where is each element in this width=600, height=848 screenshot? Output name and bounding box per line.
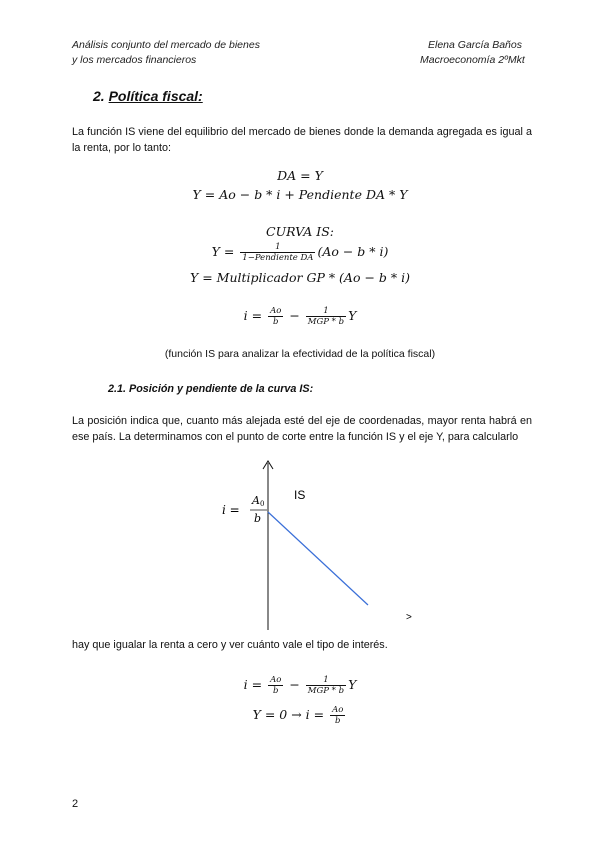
header-course: Macroeconomía 2ºMkt bbox=[420, 54, 525, 66]
eq-y-def: Y = Ao − b * i + Pendiente DA * Y bbox=[192, 187, 408, 202]
section-title: Política fiscal: bbox=[108, 88, 203, 104]
eq-y-is bbox=[0, 242, 600, 263]
eq-y-zero-lhs: Y = 0 → i = bbox=[252, 707, 329, 722]
subsection-heading: 2.1. Posición y pendiente de la curva IS: bbox=[108, 383, 314, 395]
graph-i-label: i = bbox=[222, 503, 240, 517]
eq-i-2-ao: Ao bbox=[270, 675, 282, 685]
eq-da: DA = Y bbox=[277, 168, 323, 183]
section-heading bbox=[93, 88, 203, 104]
eq-y-is-fraction bbox=[240, 242, 315, 263]
eq-y-zero-b: b bbox=[335, 716, 341, 726]
graph-a0: A bbox=[252, 494, 260, 507]
paragraph-position: La posición indica que, cuanto más alejada esté del eje de coordenadas, mayor renta habrá en ese país. La determinamos con el punto de corte entre la función IS y el eje Y, para calcularlo bbox=[72, 415, 532, 443]
eq-y-zero-frac bbox=[330, 705, 345, 726]
graph-b: b bbox=[254, 512, 262, 525]
header-right bbox=[420, 38, 525, 68]
eq-i-2-mgpb: MGP * b bbox=[307, 686, 345, 696]
graph-a0-sub: 0 bbox=[260, 500, 265, 508]
eq-i-1-frac-a bbox=[268, 306, 283, 327]
page-number: 2 bbox=[72, 798, 79, 810]
graph-is-label: IS bbox=[294, 488, 306, 502]
eq-y-is-lhs: Y = bbox=[211, 244, 239, 259]
eq-i-2-frac-b bbox=[306, 675, 346, 696]
eq-y-mult: Y = Multiplicador GP * (Ao − b * i) bbox=[190, 270, 410, 285]
eq-i-1-y: Y bbox=[348, 308, 357, 323]
x-axis-arrow: > bbox=[406, 612, 412, 623]
header-left-line2: y los mercados financieros bbox=[72, 54, 197, 66]
header-author: Elena García Baños bbox=[428, 39, 522, 51]
caption: (función IS para analizar la efectividad de la política fiscal) bbox=[164, 348, 436, 360]
eq-i-2-one: 1 bbox=[306, 675, 346, 686]
eq-y-is-num: 1 bbox=[240, 242, 315, 253]
eq-i-1-one: 1 bbox=[306, 306, 346, 317]
is-curve-graph bbox=[210, 455, 420, 630]
eq-y-zero-ao: Ao bbox=[332, 705, 344, 715]
eq-y-zero bbox=[0, 705, 600, 726]
eq-i-2-minus: − bbox=[285, 677, 304, 692]
eq-i-2-frac-a bbox=[268, 675, 283, 696]
eq-i-1-frac-b bbox=[306, 306, 346, 327]
header-left-line1: Análisis conjunto del mercado de bienes bbox=[72, 39, 260, 51]
eq-i-1-mgpb: MGP * b bbox=[307, 317, 345, 327]
eq-i-2-b: b bbox=[272, 686, 279, 696]
is-curve-line bbox=[268, 512, 368, 605]
eq-i-1-lhs: i = bbox=[243, 308, 267, 323]
eq-i-2 bbox=[0, 675, 600, 696]
eq-curva-label: CURVA IS: bbox=[266, 224, 334, 239]
intro-paragraph: La función IS viene del equilibrio del mercado de bienes donde la demanda agregada es igual a la renta, por lo tanto: bbox=[72, 126, 532, 154]
eq-i-1-b: b bbox=[272, 317, 279, 327]
eq-y-is-rhs: (Ao − b * i) bbox=[317, 244, 389, 259]
eq-i-1 bbox=[0, 306, 600, 327]
eq-y-is-den: 1−Pendiente DA bbox=[242, 253, 314, 263]
header-left bbox=[72, 38, 260, 68]
eq-i-2-y: Y bbox=[348, 677, 357, 692]
eq-i-1-ao: Ao bbox=[270, 306, 282, 316]
eq-i-1-minus: − bbox=[285, 308, 304, 323]
section-number: 2. bbox=[93, 88, 105, 104]
eq-i-2-lhs: i = bbox=[243, 677, 267, 692]
paragraph-conclusion: hay que igualar la renta a cero y ver cuánto vale el tipo de interés. bbox=[72, 639, 388, 651]
